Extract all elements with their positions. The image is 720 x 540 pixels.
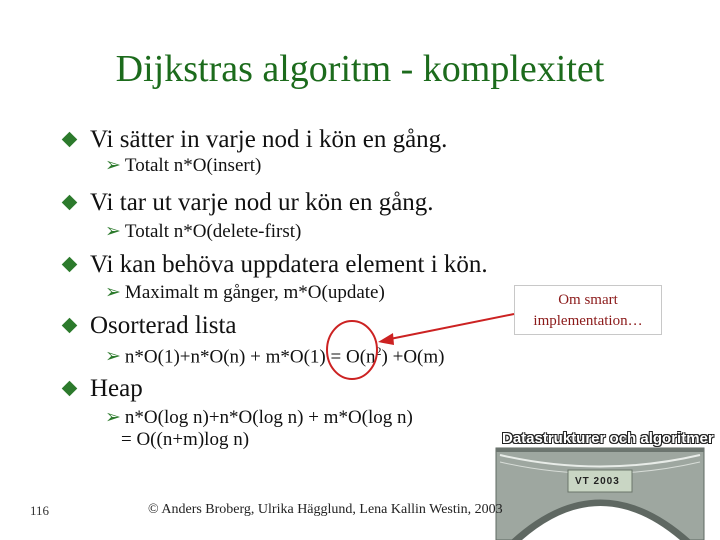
sub-text: n*O(log n)+n*O(log n) + m*O(log n) [124,407,413,428]
bullet-text: Vi tar ut varje nod ur kön en gång. [90,189,434,216]
slide-title: Dijkstras algoritm - komplexitet [115,48,605,90]
course-year: VT 2003 [575,476,620,487]
arrow-bullet-icon: ➢ [105,346,121,368]
highlight-circle [327,321,377,379]
bullet-text: Vi kan behöva uppdatera element i kön. [90,251,488,278]
arrowhead-icon [378,333,394,345]
callout-line: implementation… [533,313,643,329]
sub-text-continuation: = O((n+m)log n) [121,429,250,450]
sub-text: Totalt n*O(insert) [124,155,262,176]
sub-text: Maximalt m gånger, m*O(update) [124,282,385,303]
bullet-text: Osorterad lista [90,312,237,339]
course-title: Datastrukturer och algoritmer [502,430,714,447]
footer-credit: © Anders Broberg, Ulrika Hägglund, Lena Kallin Westin, 2003 [148,502,503,517]
bullet-text: Vi sätter in varje nod i kön en gång. [90,126,448,153]
arrow-bullet-icon: ➢ [105,282,121,303]
superscript: 2 [375,344,382,358]
arrow-bullet-icon: ➢ [105,221,121,242]
page-number: 116 [30,503,50,518]
sub-text: n*O(1)+n*O(n) + m*O(1) = O(n [124,346,376,368]
sub-text: Totalt n*O(delete-first) [124,221,302,242]
bridge-logo [496,448,704,540]
arrow-bullet-icon: ➢ [105,407,121,428]
callout-line: Om smart [558,292,618,308]
bullet-text: Heap [90,375,143,402]
arrow-bullet-icon: ➢ [105,155,121,176]
sub-text: ) +O(m) [381,346,445,368]
callout-arrow-line [390,314,514,339]
